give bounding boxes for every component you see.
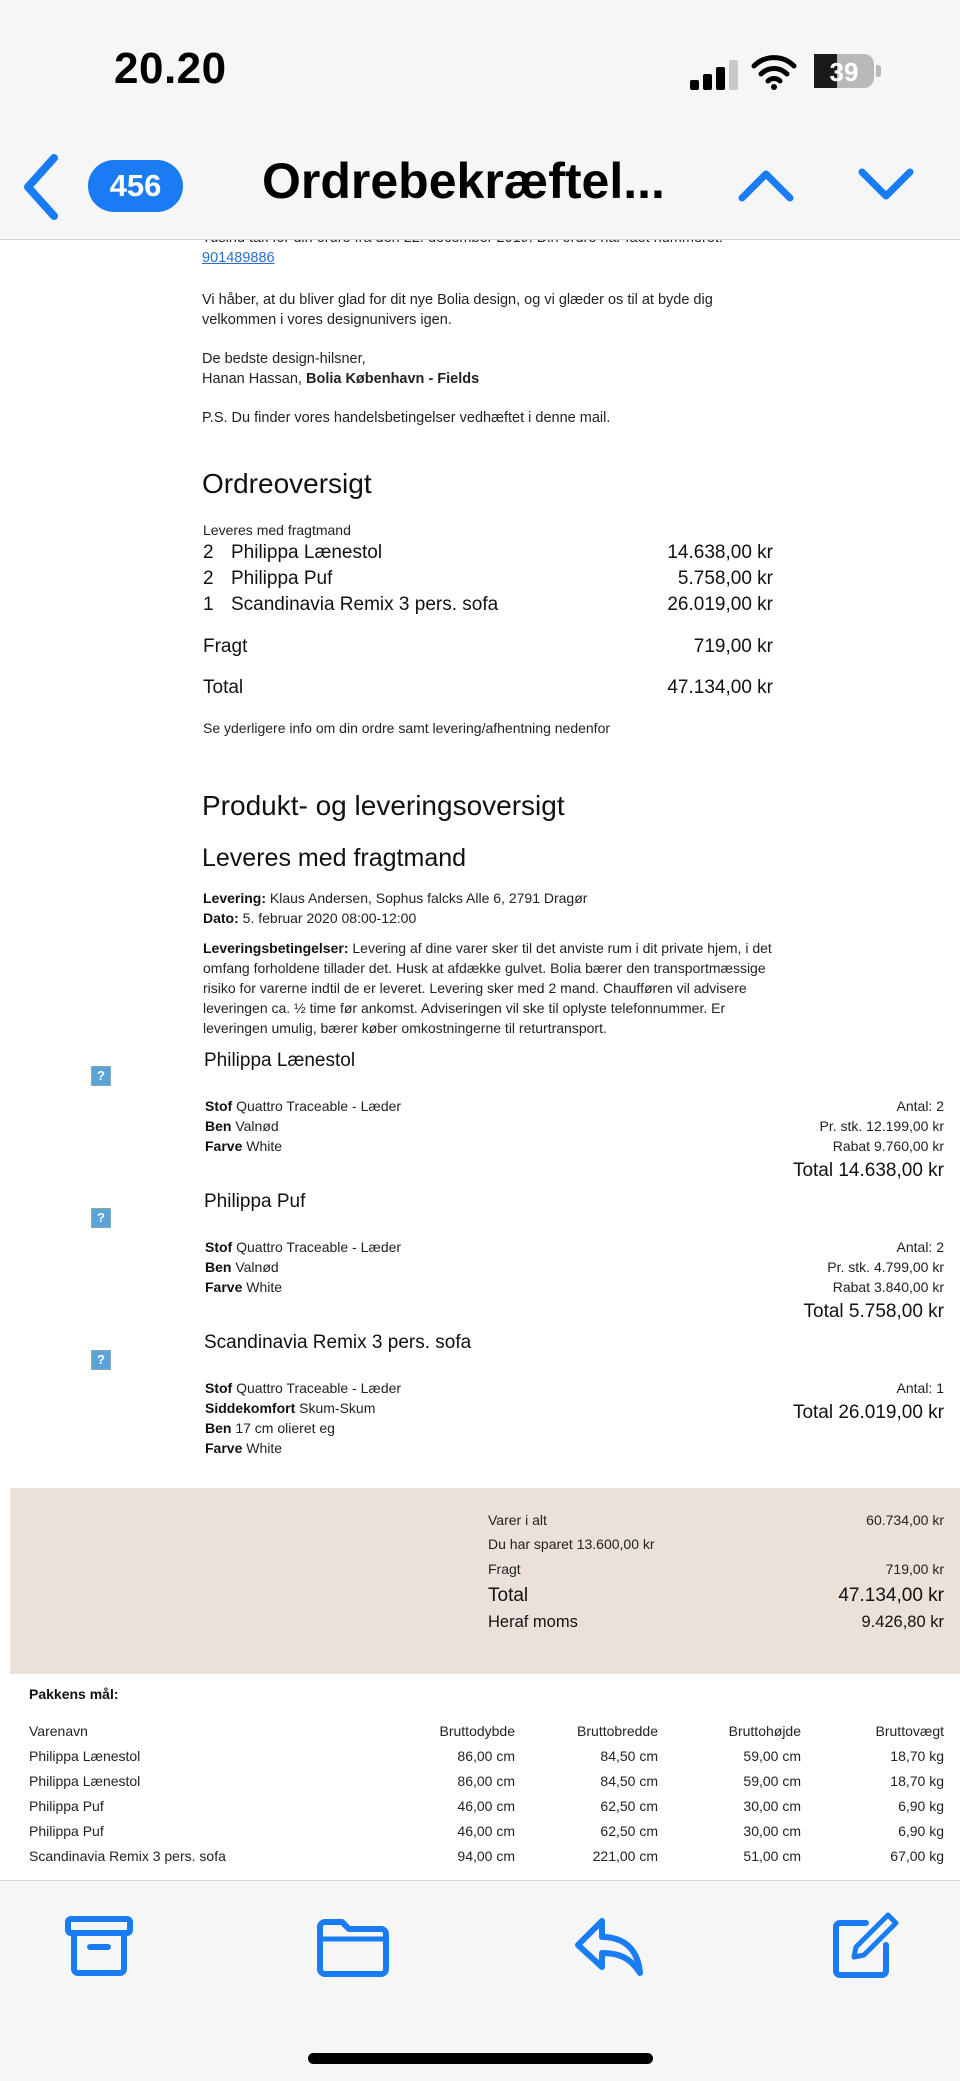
overview-delivery-method: Leveres med fragtmand <box>203 522 351 538</box>
overview-item-row <box>203 542 773 568</box>
item-name: Philippa Lænestol <box>231 542 383 563</box>
summary-vat-row: Heraf moms 9.426,80 kr <box>488 1613 944 1631</box>
total-label: Total <box>203 677 244 698</box>
battery-tip <box>876 65 881 77</box>
battery-level: 39 <box>829 57 859 87</box>
broken-image-icon: ? <box>91 1208 111 1228</box>
product-qty: Antal: 1 <box>896 1380 944 1396</box>
product-attribute: Farve White <box>205 1440 283 1456</box>
product-prices <box>793 1378 944 1426</box>
freight-value: 719,00 kr <box>693 636 773 657</box>
product-prices <box>804 1237 944 1325</box>
product-name: Philippa Puf <box>204 1191 306 1212</box>
delivery-terms <box>203 938 778 1038</box>
status-time: 20.20 <box>114 44 227 93</box>
overview-footnote: Se yderligere info om din ordre samt levering/afhentning nedenfor <box>203 720 611 736</box>
product-total: Total 26.019,00 kr <box>792 1402 944 1423</box>
next-message-chevron-down-icon[interactable] <box>856 162 916 206</box>
intro-text <box>202 228 782 447</box>
reply-icon[interactable] <box>572 1909 646 1983</box>
order-overview-title: Ordreoversigt <box>202 468 372 499</box>
table-row: Philippa Lænestol 86,00 cm 84,50 cm 59,00 cm 18,70 kg <box>29 1747 944 1764</box>
product-attribute: Stof Quattro Traceable - Læder <box>205 1098 402 1114</box>
folder-icon[interactable] <box>316 1909 390 1983</box>
overview-total-row <box>203 677 773 703</box>
product-attribute: Ben 17 cm olieret eg <box>205 1420 335 1436</box>
overview-item-row <box>203 594 773 620</box>
signature-name: Hanan Hassan, <box>202 371 302 387</box>
address-label: Levering: <box>203 890 267 906</box>
column-header: Bruttodybde <box>439 1722 515 1739</box>
product-prices <box>793 1096 944 1184</box>
table-header-row <box>29 1718 944 1743</box>
product-total: Total 14.638,00 kr <box>792 1160 944 1181</box>
item-name: Scandinavia Remix 3 pers. sofa <box>231 594 499 615</box>
freight-label: Fragt <box>203 636 248 657</box>
delivery-subtitle: Leveres med fragtmand <box>202 844 467 872</box>
package-dimensions-title: Pakkens mål: <box>29 1686 119 1702</box>
product-delivery-title: Produkt- og leveringsoversigt <box>202 790 565 821</box>
terms-text: Levering af dine varer sker til det anviste rum i dit private hjem, i det omfang forholdene tillader det. Husk at afdække gulvet. Bolia bærer den transportmæssige risiko for varerne indtil de er leveret. Levering sker med 2 mand. Chaufføren vil advisere leveringen ca. ½ time før ankomst. Adviseringen vil ske til oplyste telefonnummer. Er leveringen umulig, bærer køber omkostningerne til returtransport. <box>203 940 772 1036</box>
delivery-address <box>203 888 778 908</box>
column-header: Bruttovægt <box>875 1722 944 1739</box>
wifi-icon <box>752 54 796 90</box>
table-row: Scandinavia Remix 3 pers. sofa 94,00 cm 221,00 cm 51,00 cm 67,00 kg <box>29 1847 944 1864</box>
product-attribute: Ben Valnød <box>205 1118 279 1134</box>
product-discount: Rabat 9.760,00 kr <box>832 1138 944 1154</box>
overview-item-row <box>203 568 773 594</box>
date-label: Dato: <box>203 910 239 926</box>
battery-icon <box>814 54 874 88</box>
item-price: 26.019,00 kr <box>667 594 773 615</box>
table-row: Philippa Lænestol 86,00 cm 84,50 cm 59,00 cm 18,70 kg <box>29 1772 944 1789</box>
unread-count-badge[interactable]: 456 <box>88 160 183 212</box>
summary-total-row: Total 47.134,00 kr <box>488 1585 944 1606</box>
delivery-date <box>203 908 778 928</box>
broken-image-icon: ? <box>91 1066 111 1086</box>
item-qty: 1 <box>203 594 214 615</box>
compose-icon[interactable] <box>826 1909 900 1983</box>
product-total: Total 5.758,00 kr <box>803 1301 944 1322</box>
product-unit-price: Pr. stk. 4.799,00 kr <box>827 1259 944 1275</box>
cellular-signal-icon <box>690 60 738 90</box>
product-name: Philippa Lænestol <box>204 1050 356 1071</box>
package-dimensions-table <box>29 1718 944 1868</box>
date-value: 5. februar 2020 08:00-12:00 <box>242 910 417 926</box>
product-unit-price: Pr. stk. 12.199,00 kr <box>819 1118 944 1134</box>
intro-greeting: De bedste design-hilsner, <box>202 351 366 367</box>
product-attribute: Stof Quattro Traceable - Læder <box>205 1380 402 1396</box>
product-discount: Rabat 3.840,00 kr <box>832 1279 944 1295</box>
terms-label: Leveringsbetingelser: <box>203 940 349 956</box>
item-qty: 2 <box>203 568 214 589</box>
product-attributes <box>205 1096 401 1156</box>
item-name: Philippa Puf <box>231 568 333 589</box>
total-value: 47.134,00 kr <box>667 677 773 698</box>
broken-image-icon: ? <box>91 1350 111 1370</box>
product-attribute: Siddekomfort Skum-Skum <box>205 1400 376 1416</box>
home-indicator[interactable] <box>308 2053 653 2064</box>
item-qty: 2 <box>203 542 214 563</box>
status-bar <box>0 0 960 140</box>
intro-ps: P.S. Du finder vores handelsbetingelser vedhæftet i denne mail. <box>202 410 611 426</box>
product-qty: Antal: 2 <box>896 1239 944 1255</box>
product-attributes <box>205 1378 401 1458</box>
message-subject-title: Ordrebekræftel... <box>262 153 665 209</box>
order-number-link[interactable]: 901489886 <box>202 250 275 266</box>
bottom-toolbar <box>0 1880 960 2081</box>
item-price: 5.758,00 kr <box>677 568 773 589</box>
message-body[interactable] <box>0 240 960 1880</box>
summary-freight-row: Fragt 719,00 kr <box>488 1561 944 1577</box>
signature-store: Bolia København - Fields <box>305 371 480 387</box>
summary-items-row: Varer i alt 60.734,00 kr <box>488 1512 944 1528</box>
column-header: Bruttobredde <box>577 1722 658 1739</box>
column-header: Bruttohøjde <box>728 1722 801 1739</box>
product-attribute: Farve White <box>205 1279 283 1295</box>
intro-hope: Vi håber, at du bliver glad for dit nye Bolia design, og vi glæder os til at byde dig velkommen i vores designunivers igen. <box>202 292 713 328</box>
previous-message-chevron-up-icon[interactable] <box>736 162 796 206</box>
table-row: Philippa Puf 46,00 cm 62,50 cm 30,00 cm 6,90 kg <box>29 1797 944 1814</box>
item-price: 14.638,00 kr <box>667 542 773 563</box>
product-qty: Antal: 2 <box>896 1098 944 1114</box>
product-attribute: Stof Quattro Traceable - Læder <box>205 1239 402 1255</box>
product-attribute: Farve White <box>205 1138 283 1154</box>
summary-saved-row: Du har sparet 13.600,00 kr <box>488 1536 655 1552</box>
product-name: Scandinavia Remix 3 pers. sofa <box>204 1332 472 1353</box>
product-attribute: Ben Valnød <box>205 1259 279 1275</box>
order-summary-box <box>10 1488 960 1674</box>
overview-freight-row <box>203 636 773 662</box>
address-value: Klaus Andersen, Sophus falcks Alle 6, 2791 Dragør <box>269 890 588 906</box>
back-chevron-icon[interactable] <box>18 150 64 224</box>
archive-icon[interactable] <box>62 1909 136 1983</box>
table-row: Philippa Puf 46,00 cm 62,50 cm 30,00 cm 6,90 kg <box>29 1822 944 1839</box>
mail-nav-bar <box>0 140 960 240</box>
product-attributes <box>205 1237 401 1297</box>
column-header: Varenavn <box>29 1722 88 1739</box>
